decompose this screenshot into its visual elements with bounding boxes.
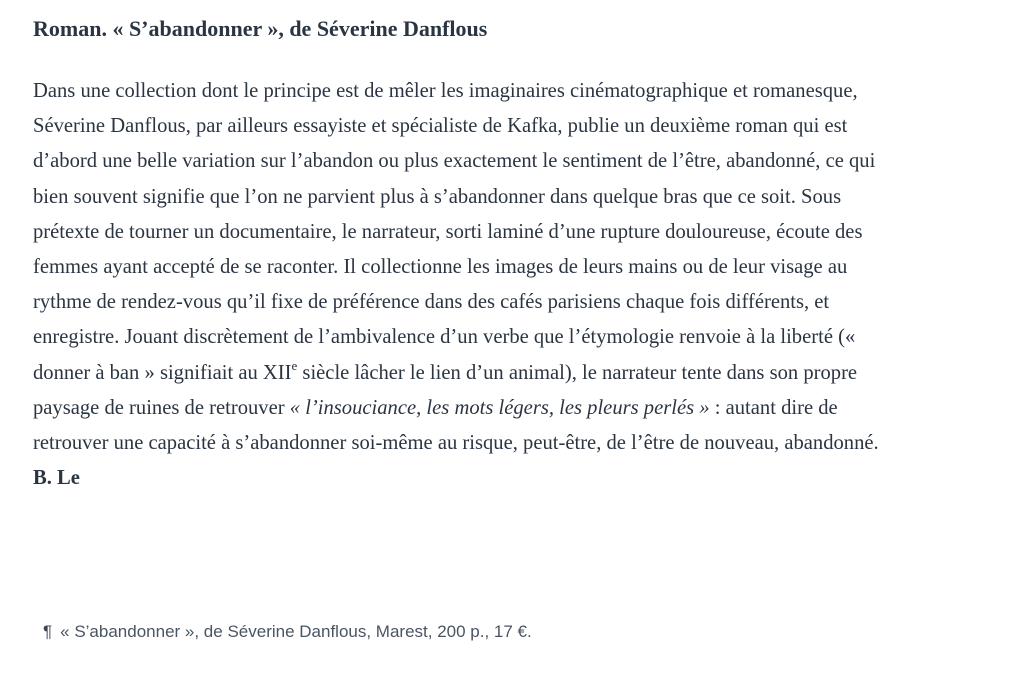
article-body xyxy=(33,74,883,461)
book-reference-text: « S’abandonner », de Séverine Danflous, Marest, 200 p., 17 €. xyxy=(60,622,532,641)
pilcrow-icon: ¶ xyxy=(43,622,53,641)
body-text-part-3: : autant dire de retrouver une capacité à s’abandonner soi-même au risque, peut-être, de l’être de nouveau, abandonné. xyxy=(33,396,879,455)
body-quote: « l’insouciance, les mots légers, les pleurs perlés » xyxy=(289,396,710,419)
book-reference xyxy=(43,619,532,645)
body-text-part-1: Dans une collection dont le principe est de mêler les imaginaires cinématographique et romanesque, Séverine Danflous, par ailleurs essayiste et spécialiste de Kafka, publie un deuxième roman qui est d’abord une belle variation sur l’abandon ou plus exactement le sentiment de l’être, abandonné, ce qui bien souvent signifie que l’on ne parvient plus à s’abandonner dans quelque bras que ce soit. Sous prétexte de tourner un documentaire, le narrateur, sorti laminé d’une rupture douloureuse, écoute des femmes ayant accepté de se raconter. Il collectionne les images de leurs mains ou de leur visage au rythme de rendez-vous qu’il fixe de préférence dans des cafés parisiens chaque fois différents, et enregistre. Jouant discrètement de l’ambivalence d’un verbe que l’étymologie renvoie à la liberté (« donner à ban » signifiait au XII xyxy=(33,80,876,384)
author-signature: B. Le xyxy=(33,467,80,490)
body-text-part-2: siècle lâcher le lien d’un animal), le narrateur tente dans son propre paysage de ruines de retrouver xyxy=(33,361,858,419)
article-title: Roman. « S’abandonner », de Séverine Danflous xyxy=(33,16,488,41)
article xyxy=(33,12,883,496)
century-superscript: e xyxy=(291,357,298,373)
